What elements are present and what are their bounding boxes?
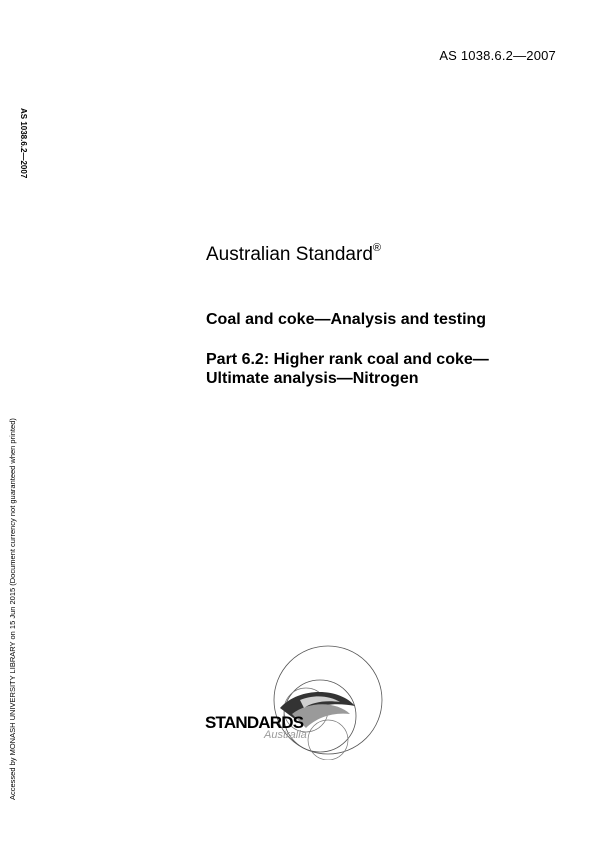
access-note: Accessed by MONASH UNIVERSITY LIBRARY on 15 Jun 2015 (Document currency not guaranteed when printed) xyxy=(8,418,17,800)
spine-label: AS 1038.6.2—2007 xyxy=(19,108,28,179)
registered-mark: ® xyxy=(372,242,381,254)
title-part-line1: Part 6.2: Higher rank coal and coke— xyxy=(206,351,489,368)
standard-label-text: Australian Standard xyxy=(206,244,373,265)
document-number: AS 1038.6.2—2007 xyxy=(439,48,556,63)
title-part-line2: Ultimate analysis—Nitrogen xyxy=(206,370,419,387)
standard-label xyxy=(206,244,381,266)
logo-wordmark: STANDARDS xyxy=(205,713,304,732)
title-part xyxy=(206,350,566,388)
logo-subtitle: Australia xyxy=(264,729,307,741)
title-main: Coal and coke—Analysis and testing xyxy=(206,311,487,328)
